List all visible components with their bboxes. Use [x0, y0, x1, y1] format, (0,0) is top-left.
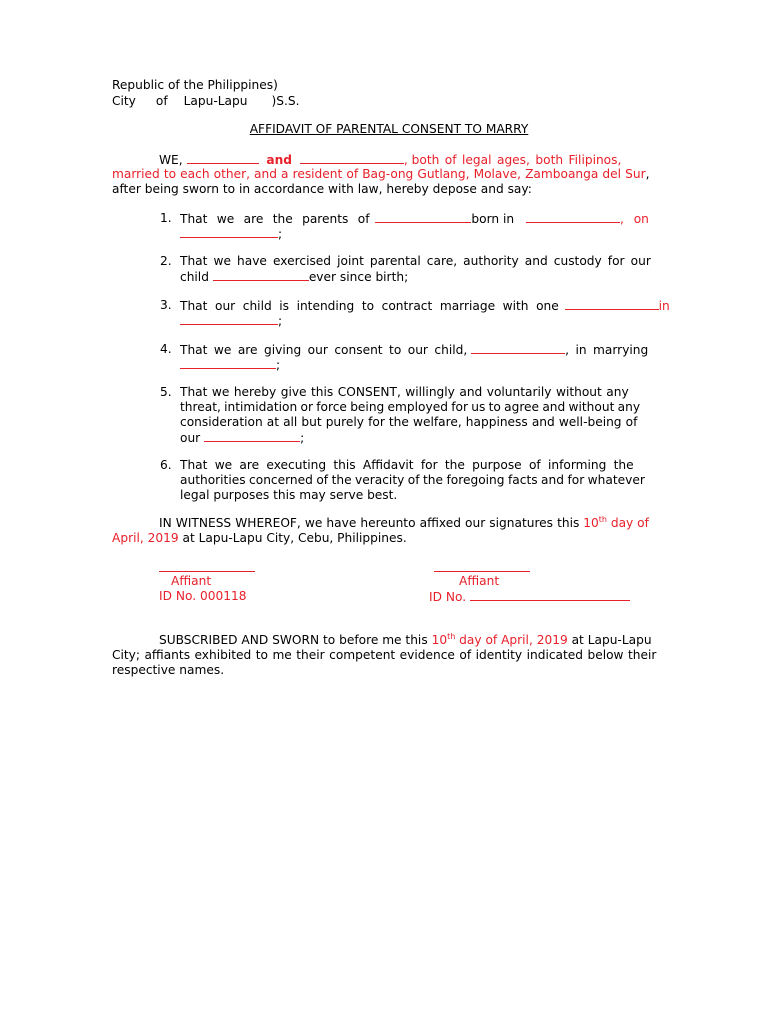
item-6-number: 6.	[160, 458, 172, 472]
witness-day	[583, 516, 649, 530]
intro-comma-1: ,	[403, 153, 408, 167]
item-5-line-4	[180, 430, 304, 446]
witness-date: April, 2019	[112, 531, 179, 545]
item-3-in: in	[658, 299, 670, 313]
spouse-place-blank[interactable]	[180, 313, 278, 325]
item-6-line-2: authorities concerned of the veracity of the foregoing facts and for whatever	[180, 473, 645, 487]
jurat-text-a: SUBSCRIBED AND SWORN to before me this	[159, 633, 428, 647]
item-1-end: ;	[278, 227, 283, 241]
item-4-number: 4.	[160, 342, 172, 356]
header-republic: Republic of the Philippines)	[112, 78, 278, 92]
item-4-text-a: That we are giving our consent to our child,	[180, 343, 468, 357]
item-6-line-3: legal purposes this may serve best.	[180, 488, 398, 502]
item-5-end: ;	[300, 431, 305, 445]
item-1-number: 1.	[160, 211, 172, 225]
jurat-date	[432, 633, 568, 647]
item-1-text-a: That we are the parents of	[180, 212, 370, 226]
item-3-number: 3.	[160, 298, 172, 312]
left-id-number: ID No. 000118	[159, 589, 247, 603]
jurat-day-sup: th	[447, 632, 456, 641]
intro-married-line: married to each other, and a resident of Bag-ong Gutlang, Molave, Zamboanga del Sur	[112, 167, 646, 181]
right-id-prefix: ID No.	[429, 590, 467, 604]
header-of-word: of	[155, 94, 168, 108]
header-city-word: City	[112, 94, 136, 108]
jurat-line-1	[159, 633, 652, 648]
left-affiant-label: Affiant	[171, 574, 212, 588]
spouse-name-blank[interactable]	[565, 298, 659, 310]
intro-we: WE,	[159, 153, 183, 167]
item-1-text-c: , on	[619, 212, 649, 226]
item-2-text-b: ever since birth;	[308, 270, 409, 284]
item-5-number: 5.	[160, 385, 172, 399]
witness-line-2	[112, 531, 407, 546]
header-city-line	[112, 94, 299, 109]
document-title: AFFIDAVIT OF PARENTAL CONSENT TO MARRY	[249, 122, 529, 136]
jurat-line-2: City; affiants exhibited to me their competent evidence of identity indicated below their	[112, 648, 657, 662]
witness-day-num: 10	[583, 516, 599, 530]
name-blank-1[interactable]	[187, 152, 259, 164]
marrying-name-blank[interactable]	[180, 357, 276, 369]
item-3-text-a: That our child is intending to contract marriage with one	[180, 299, 559, 313]
jurat-day-rest: day of April, 2019	[459, 633, 568, 647]
item-2-line-1: That we have exercised joint parental care, authority and custody for our	[180, 254, 651, 268]
item-3-end: ;	[278, 314, 283, 328]
item-2-number: 2.	[160, 254, 172, 268]
item-2-child: child	[180, 270, 209, 284]
item-4-line-2	[180, 357, 280, 373]
item-3-line-2	[180, 313, 282, 329]
child-name-blank-4[interactable]	[204, 430, 300, 442]
item-4-end: ;	[276, 358, 281, 372]
item-5-line-3: consideration at all but purely for the welfare, happiness and well-being of	[180, 415, 638, 429]
jurat-text-b: at Lapu-Lapu	[571, 633, 652, 647]
witness-line-1	[159, 516, 649, 531]
right-id-blank[interactable]	[470, 589, 630, 601]
name-blank-2[interactable]	[300, 152, 404, 164]
intro-legal-ages: both of legal ages, both Filipinos,	[411, 153, 622, 167]
header-ss: )S.S.	[271, 94, 300, 108]
item-5-line-1: That we hereby give this CONSENT, willingly and voluntarily without any	[180, 385, 629, 399]
item-6-line-1: That we are executing this Affidavit for the purpose of informing the	[180, 458, 634, 472]
right-signature-line[interactable]	[434, 571, 530, 572]
child-name-blank[interactable]	[375, 211, 471, 223]
item-1-text-b: born in	[471, 212, 515, 226]
witness-location: at Lapu-Lapu City, Cebu, Philippines.	[182, 531, 407, 545]
child-name-blank-2[interactable]	[213, 269, 309, 281]
child-name-blank-3[interactable]	[471, 342, 565, 354]
jurat-line-3: respective names.	[112, 663, 225, 677]
item-5-line-2: threat, intimidation or force being employed for us to agree and without any	[180, 400, 641, 414]
witness-day-sup: th	[598, 515, 607, 524]
item-4-line-1	[180, 342, 648, 358]
header-city-name: Lapu-Lapu	[183, 94, 248, 108]
birthplace-blank[interactable]	[526, 211, 620, 223]
right-affiant-label: Affiant	[459, 574, 500, 588]
left-signature-line[interactable]	[159, 571, 255, 572]
witness-day-of: day of	[610, 516, 649, 530]
intro-comma-2: ,	[645, 167, 650, 181]
birthdate-blank[interactable]	[180, 226, 278, 238]
jurat-day-num: 10	[431, 633, 448, 647]
item-5-our: our	[180, 431, 201, 445]
witness-text-a: IN WITNESS WHEREOF, we have hereunto affixed our signatures this	[159, 516, 580, 530]
intro-line-2	[112, 167, 649, 182]
item-4-text-b: , in marrying	[565, 343, 649, 357]
intro-and: and	[266, 153, 293, 167]
item-2-line-2	[180, 269, 408, 285]
intro-sworn-line: after being sworn to in accordance with law, hereby depose and say:	[112, 182, 532, 196]
item-3-line-1	[180, 298, 670, 314]
item-1-line-1	[180, 211, 649, 227]
intro-line-1	[159, 152, 621, 168]
right-id-line	[429, 589, 630, 605]
item-1-line-2	[180, 226, 282, 242]
